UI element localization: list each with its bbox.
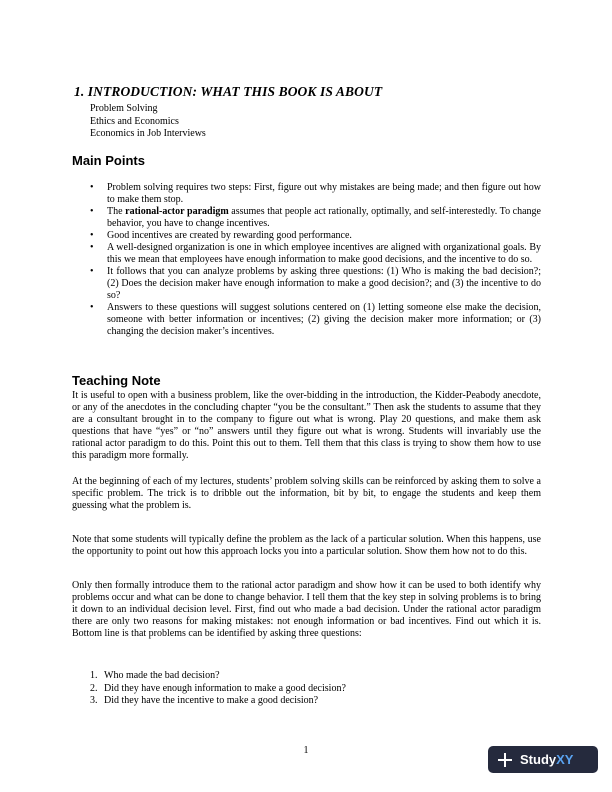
main-point-item — [90, 266, 541, 302]
main-point-item — [90, 230, 541, 242]
question-text: Did they have the incentive to make a good decision? — [104, 695, 319, 707]
brand-name-accent: XY — [556, 752, 574, 767]
page-number: 1 — [303, 745, 309, 756]
main-point-item — [90, 302, 541, 338]
teaching-note-heading: Teaching Note — [72, 373, 161, 388]
teaching-note-paragraph: It is useful to open with a business problem, like the over-bidding in the introduction, the Kidder-Peabody anecdote, or any of the anecdotes in the concluding chapter “you be the consultant.” Then ask the students to assume that they are a consultant brought in to the company to figure out what is wrong. Play 20 questions, and make them ask questions that have “yes” or “no” answers until they figure out what is wrong. Students will invariably use the rational actor paradigm to do this. Point this out to them. Tell them that this class is trying to show them how to use this paradigm more formally. — [72, 390, 541, 461]
main-point-item — [90, 242, 541, 266]
bullet-icon: • — [90, 242, 94, 253]
bullet-icon: • — [90, 266, 94, 277]
rational-actor-term: rational-actor paradigm — [125, 206, 229, 217]
three-questions-list — [90, 670, 346, 708]
question-number: 2. — [90, 682, 98, 694]
teaching-note-paragraph: Only then formally introduce them to the rational actor paradigm and show how it can be used to both identify why problems occur and what can be done to change behavior. I tell them that the key step in solving problems is to bring it down to an individual decision level. First, find out who made a bad decision. Under the rational actor paradigm there are only two reasons for making mistakes: not enough information or bad incentives. Find out which it is. Bottom line is that problems can be identified by asking three questions: — [72, 580, 541, 639]
main-point-item — [90, 206, 541, 230]
main-point-text: Good incentives are created by rewarding good performance. — [107, 230, 352, 241]
main-points-list — [90, 182, 541, 338]
bullet-icon: • — [90, 206, 94, 217]
question-item — [90, 670, 346, 683]
teaching-note-paragraph: Note that some students will typically define the problem as the lack of a particular solution. When this happens, use the opportunity to point out how this approach locks you into a particular solution. Show them how not to do this. — [72, 534, 541, 557]
main-points-heading: Main Points — [72, 153, 145, 168]
main-point-item — [90, 182, 541, 206]
teaching-note-paragraph: At the beginning of each of my lectures, students’ problem solving skills can be reinforced by asking them to solve a specific problem. The trick is to dribble out the information, bit by bit, to engage the students and keep them guessing what the problem is. — [72, 476, 541, 511]
question-text: Did they have enough information to make a good decision? — [104, 682, 346, 694]
main-point-text: Problem solving requires two steps: First, figure out why mistakes are being made; and then figure out how to make them stop. — [107, 182, 541, 205]
plus-icon — [494, 746, 516, 773]
subtopic-item: Ethics and Economics — [90, 115, 179, 127]
question-item — [90, 683, 346, 696]
studyxy-logo — [488, 746, 598, 773]
chapter-subtopics — [90, 103, 206, 141]
brand-name — [520, 752, 573, 767]
subtopic-item: Economics in Job Interviews — [90, 128, 206, 140]
main-point-text: A well-designed organization is one in which employee incentives are aligned with organizational goals. By this we mean that employees have enough information to make good decisions, and the incentive to do so. — [107, 242, 541, 265]
main-point-text: It follows that you can analyze problems by asking three questions: (1) Who is making the bad decision?; (2) Does the decision maker have enough information to make a good decision?; and (3) the incentive to do so? — [107, 266, 541, 301]
question-number: 3. — [90, 695, 98, 707]
bullet-icon: • — [90, 302, 94, 313]
question-item — [90, 695, 346, 708]
subtopic-item: Problem Solving — [90, 103, 158, 114]
chapter-title: 1. INTRODUCTION: WHAT THIS BOOK IS ABOUT — [74, 84, 383, 99]
main-point-text-lead: The — [107, 206, 126, 217]
brand-name-main: Study — [520, 752, 557, 767]
question-number: 1. — [90, 670, 98, 681]
bullet-icon: • — [90, 230, 94, 241]
question-text: Who made the bad decision? — [104, 670, 220, 681]
main-point-text-rest: assumes that people act rationally, optimally, and self-interestedly. To change behavior, you have to change incentives. — [107, 206, 541, 229]
bullet-icon: • — [90, 182, 94, 193]
main-point-text: Answers to these questions will suggest solutions centered on (1) letting someone else make the decision, someone with better information or incentives; (2) giving the decision maker more information; or (3) changing the decision maker’s incentives. — [107, 302, 541, 337]
